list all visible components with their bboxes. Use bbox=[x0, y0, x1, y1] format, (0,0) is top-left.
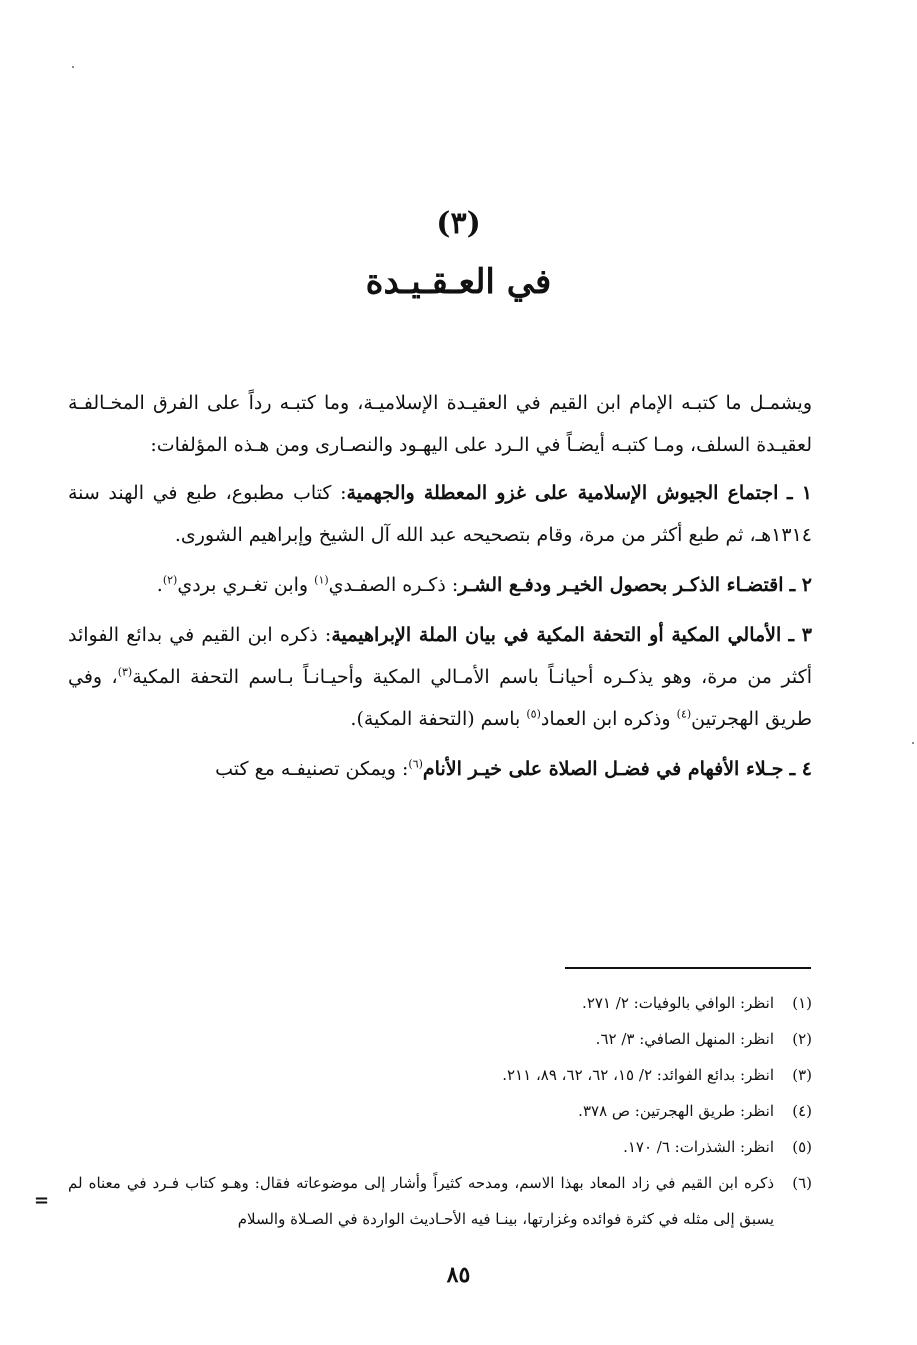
footnote-separator bbox=[565, 967, 811, 969]
footnote-marker: (٢) bbox=[792, 1030, 812, 1048]
footnote bbox=[68, 1057, 812, 1093]
body-text bbox=[68, 382, 812, 798]
footnote-marker: (٦) bbox=[792, 1174, 812, 1192]
intro-paragraph: ويشمـل ما كتبـه الإمام ابن القيم في العقيـدة الإسلاميـة، وما كتبـه رداً على الفرق المخـالفـة لعقيـدة السلف، ومـا كتبـه أيضـاً في الـرد على اليهـود والنصـارى ومن هـذه المؤلفات: bbox=[68, 392, 812, 456]
footnote-ref: (٦) bbox=[408, 757, 423, 771]
item-text: ، وفي طريق الهجرتين bbox=[68, 666, 812, 730]
footnote bbox=[68, 1093, 812, 1129]
footnote bbox=[68, 1165, 812, 1237]
item-title: اقتضـاء الذكـر بحصول الخيـر ودفـع الشـر bbox=[458, 574, 784, 596]
item-title: الأمالي المكية أو التحفة المكية في بيان الملة الإبراهيمية bbox=[331, 624, 782, 646]
footnote-marker: (٣) bbox=[792, 1066, 812, 1084]
item-text: وذكره ابن العماد bbox=[540, 708, 677, 730]
footnote-text: انظر: المنهل الصافي: ٣/ ٦٢. bbox=[595, 1030, 774, 1048]
item-text: : كتاب مطبوع، طبع في الهند سنة ١٣١٤هـ، ثم طبع أكثر من مرة، وقام بتصحيحه عبد الله آل الشيخ وإبراهيم الشورى. bbox=[68, 482, 812, 546]
scan-speck bbox=[912, 742, 914, 744]
items-list bbox=[68, 472, 812, 790]
footnote-marker: (١) bbox=[792, 994, 812, 1012]
footnote-text: انظر: الشذرات: ٦/ ١٧٠. bbox=[623, 1138, 774, 1156]
footnotes bbox=[68, 985, 812, 1237]
list-item bbox=[68, 748, 812, 790]
item-number: ٣ ـ bbox=[788, 624, 812, 646]
item-text: : ذكـره الصفـدي bbox=[328, 574, 459, 596]
list-item bbox=[68, 472, 812, 556]
item-text: باسم (التحفة المكية). bbox=[350, 708, 527, 730]
footnote bbox=[68, 1129, 812, 1165]
footnote-ref: (٣) bbox=[117, 665, 133, 679]
item-text: وابن تغـري بردي bbox=[177, 574, 315, 596]
footnote-ref: (٤) bbox=[676, 707, 692, 721]
list-item bbox=[68, 564, 812, 606]
footnote-ref: (٥) bbox=[526, 707, 541, 721]
footnote-text: انظر: طريق الهجرتين: ص ٣٧٨. bbox=[578, 1102, 774, 1120]
footnote-marker: (٥) bbox=[792, 1138, 812, 1156]
footnote-text: انظر: بدائع الفوائد: ٢/ ١٥، ٦٢، ٦٢، ٨٩، ٢١١. bbox=[502, 1066, 774, 1084]
footnote-text: انظر: الوافي بالوفيات: ٢/ ٢٧١. bbox=[582, 994, 774, 1012]
page-number: ٨٥ bbox=[446, 1262, 471, 1288]
item-number: ٢ ـ bbox=[789, 574, 812, 596]
list-item bbox=[68, 614, 812, 740]
item-title: جـلاء الأفهام في فضـل الصلاة على خيـر الأنام bbox=[422, 758, 784, 780]
footnote-ref: (١) bbox=[314, 573, 329, 587]
item-text: : ويمكن تصنيفـه مع كتب bbox=[215, 758, 409, 780]
scan-speck bbox=[72, 66, 74, 68]
item-title: اجتماع الجيوش الإسلامية على غزو المعطلة والجهمية bbox=[346, 482, 779, 504]
chapter-number: (٣) bbox=[436, 206, 481, 241]
footnote-ref: (٢) bbox=[162, 573, 178, 587]
item-text: : ذكره ابن القيم في بدائع الفوائد أكثر من مرة، وهو يذكـره أحيانـاً باسم الأمـالي المكية وأحيـانـاً بـاسم التحفة المكية bbox=[68, 624, 812, 688]
chapter-title: في العـقـيـدة bbox=[365, 262, 552, 302]
item-number: ١ ـ bbox=[787, 482, 813, 504]
item-text: . bbox=[156, 574, 163, 596]
footnote bbox=[68, 985, 812, 1021]
footnote-text: ذكره ابن القيم في زاد المعاد بهذا الاسم، ومدحه كثيراً وأشار إلى موضوعاته فقال: وهـو كتاب فـرد في معناه لم يسبق إلى مثله في كثرة فوائده وغزارتها، بينـا فيه الأحـاديث الواردة في الصـلاة والسلام bbox=[68, 1174, 774, 1228]
continuation-mark: = bbox=[34, 1190, 50, 1211]
footnote-marker: (٤) bbox=[792, 1102, 812, 1120]
footnote bbox=[68, 1021, 812, 1057]
item-number: ٤ ـ bbox=[789, 758, 812, 780]
